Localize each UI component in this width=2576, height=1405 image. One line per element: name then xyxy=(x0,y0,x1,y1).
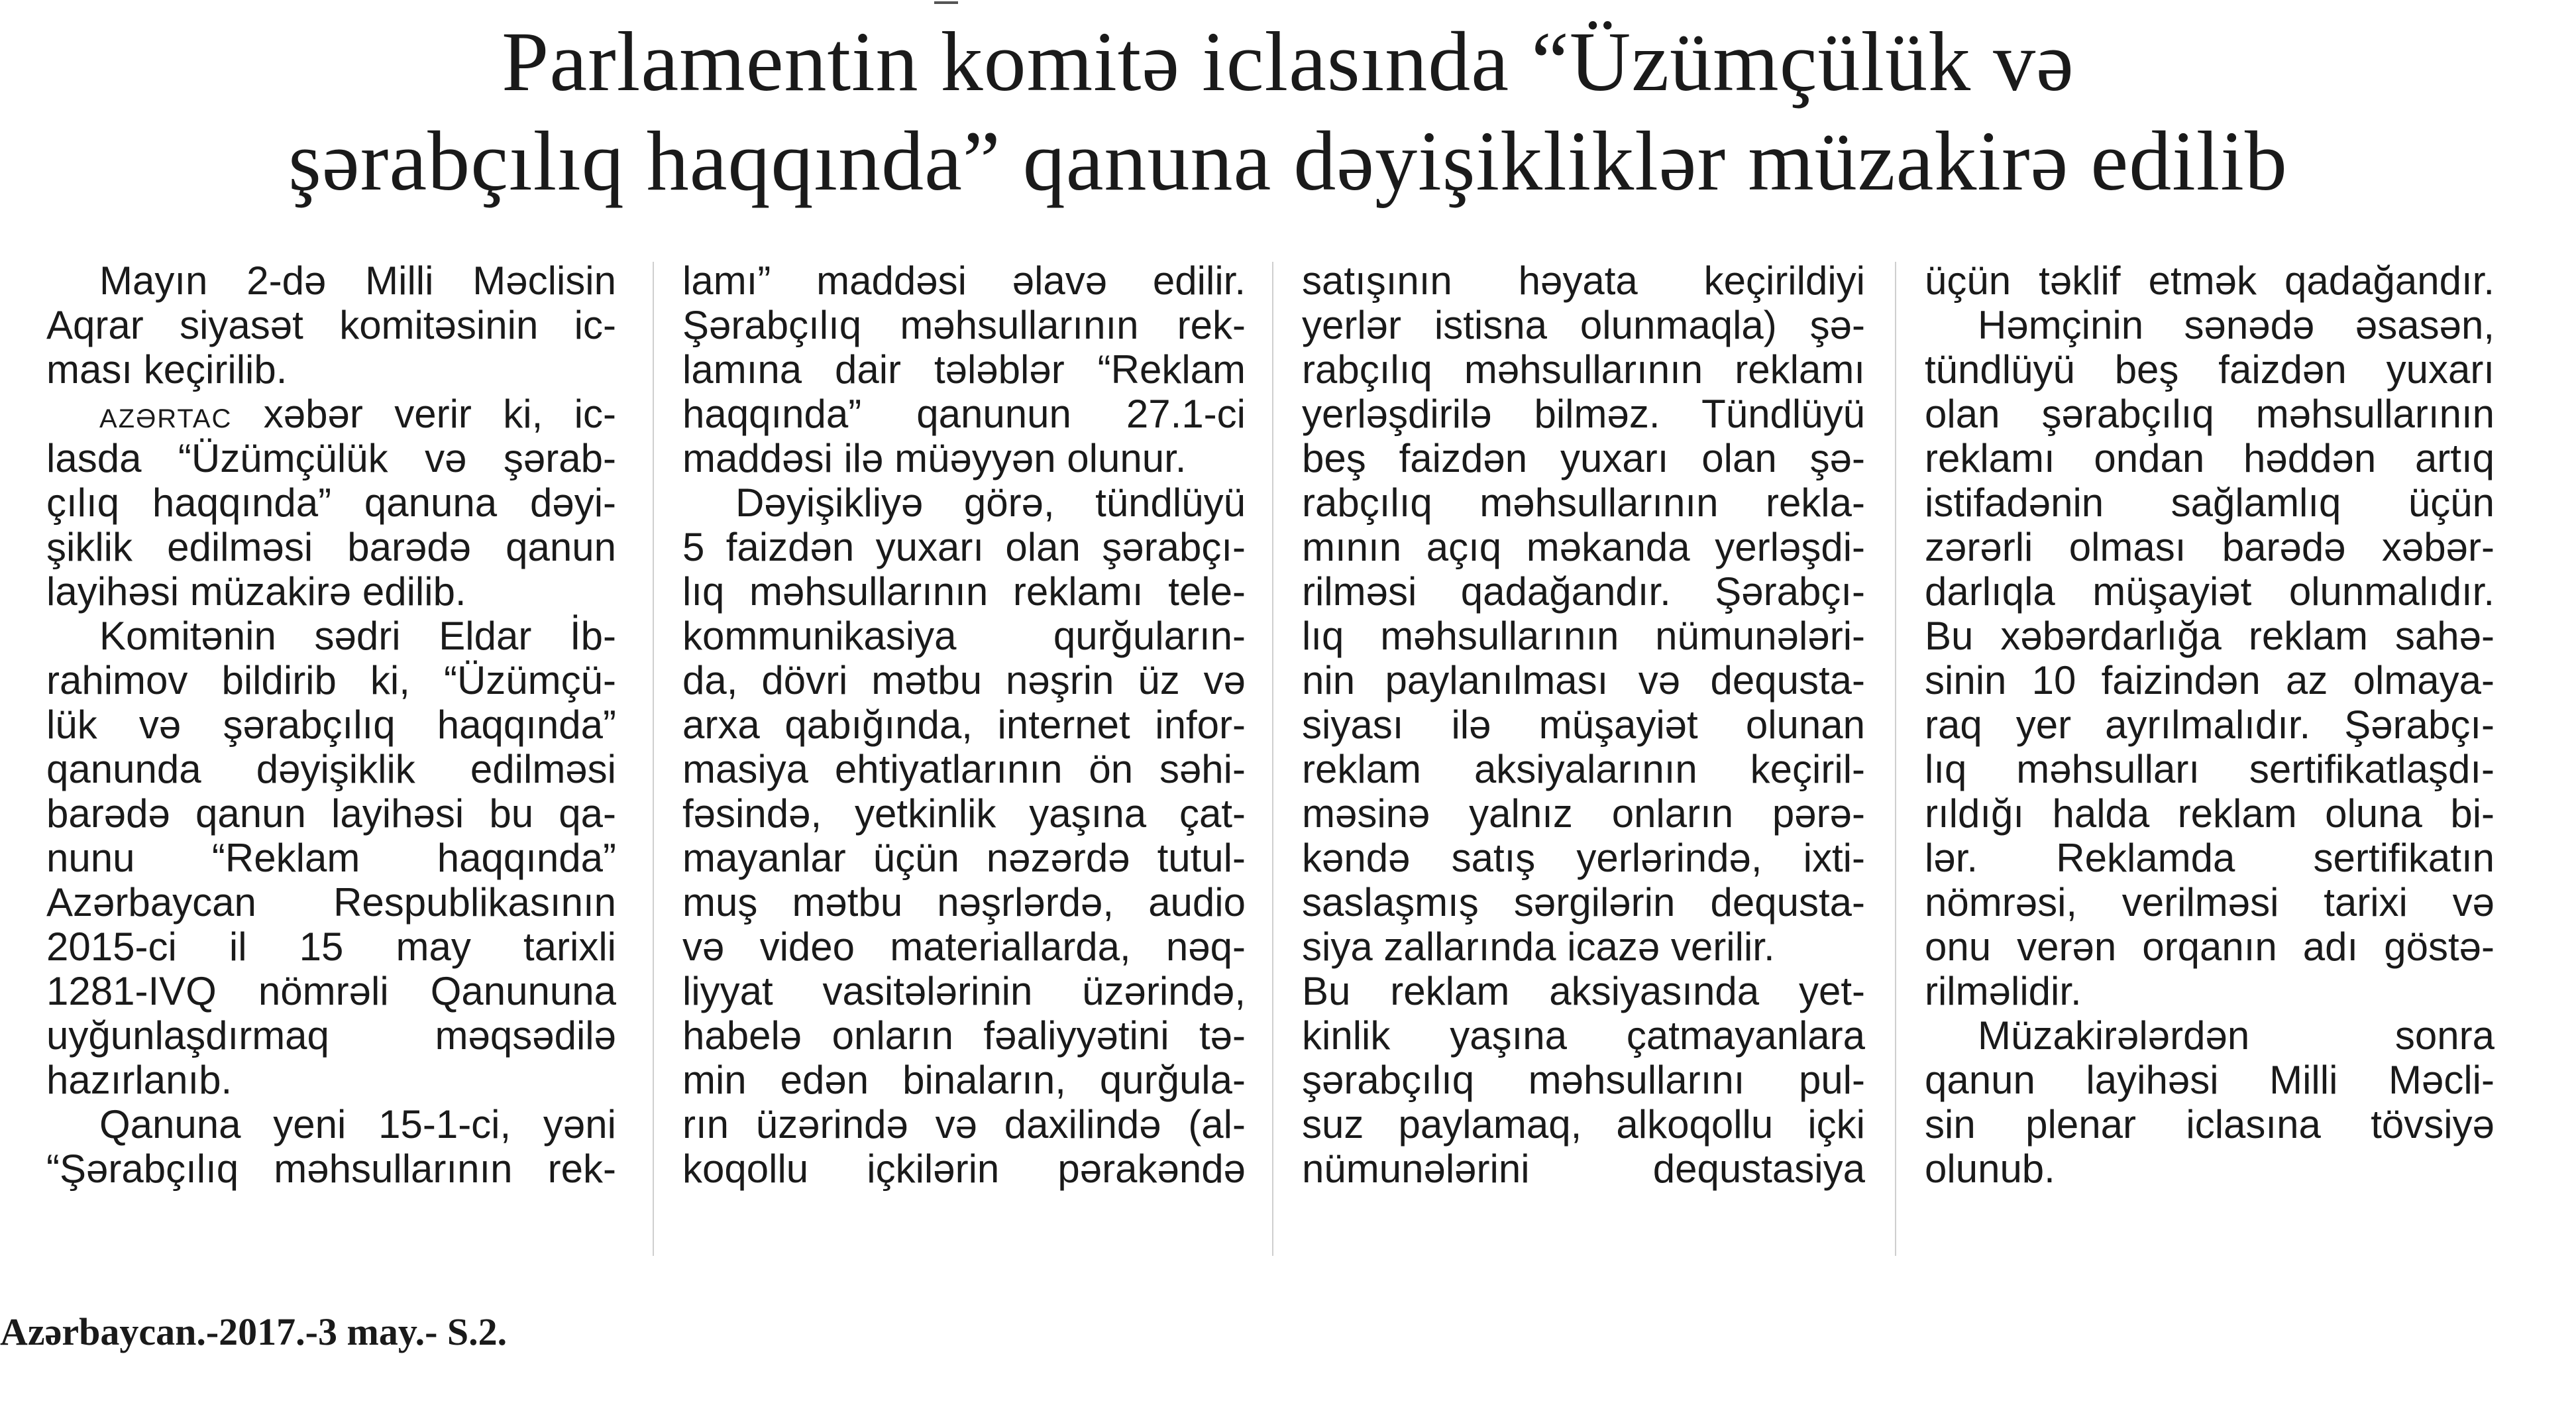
text-line: şiklik edilməsi barədə qanun xyxy=(46,525,616,569)
text-line: kəndə satış yerlərində, ixti- xyxy=(1302,836,1865,880)
text-line: Şərabçılıq məhsullarının rek- xyxy=(682,303,1246,347)
text-line: satışının həyata keçirildiyi xyxy=(1302,258,1865,303)
text-line: da, dövri mətbu nəşrin üz və xyxy=(682,658,1246,702)
text-line: AZƏRTAC xəbər verir ki, ic- xyxy=(99,392,616,436)
agency-name: AZƏRTAC xyxy=(99,404,233,433)
text-line: Müzakirələrdən sonra xyxy=(1978,1013,2495,1058)
headline xyxy=(40,12,2536,211)
text-line: reklamı ondan həddən artıq xyxy=(1925,436,2495,480)
source-citation: Azərbaycan.-2017.-3 may.- S.2. xyxy=(0,1310,508,1353)
text-line: mının açıq məkanda yerləşdi- xyxy=(1302,525,1865,569)
text-line: Qanuna yeni 15-1-ci, yəni xyxy=(99,1102,616,1147)
text-line: lıq məhsullarının reklamı tele- xyxy=(682,569,1246,614)
text-line: Aqrar siyasət komitəsinin ic- xyxy=(46,303,616,347)
text-line: qanunda dəyişiklik edilməsi xyxy=(46,747,616,791)
text-line: koqollu içkilərin pərakəndə xyxy=(682,1147,1246,1191)
text-line: onu verən orqanın adı göstə- xyxy=(1925,925,2495,969)
text-line: nin paylanılması və dequsta- xyxy=(1302,658,1865,702)
text-line: beş faizdən yuxarı olan şə- xyxy=(1302,436,1865,480)
text-line: Dəyişikliyə görə, tündlüyü xyxy=(735,480,1246,525)
text-line: nümunələrini dequstasiya xyxy=(1302,1147,1865,1191)
text-line: liyyat vasitələrinin üzərində, xyxy=(682,969,1246,1013)
text-line: lamına dair tələblər “Reklam xyxy=(682,347,1246,392)
column-separator xyxy=(1895,262,1896,1256)
text-line: barədə qanun layihəsi bu qa- xyxy=(46,791,616,836)
text-line: çılıq haqqında” qanuna dəyi- xyxy=(46,480,616,525)
text-line: lasda “Üzümçülük və şərab- xyxy=(46,436,616,480)
text-line: lıq məhsullarının nümunələri- xyxy=(1302,614,1865,658)
text-line: 5 faizdən yuxarı olan şərabçı- xyxy=(682,525,1246,569)
text-line: masiya ehtiyatlarının ön səhi- xyxy=(682,747,1246,791)
text-line: siya zallarında icazə verilir. xyxy=(1302,925,1775,969)
text-line: arxa qabığında, internet infor- xyxy=(682,702,1246,747)
text-line: sinin 10 faizindən az olmaya- xyxy=(1925,658,2495,702)
text-line: fəsində, yetkinlik yaşına çat- xyxy=(682,791,1246,836)
text-line: şərabçılıq məhsullarını pul- xyxy=(1302,1058,1865,1102)
text-line: lük və şərabçılıq haqqında” xyxy=(46,702,616,747)
text-line: siyası ilə müşayiət olunan xyxy=(1302,702,1865,747)
text-line: darlıqla müşayiət olunmalıdır. xyxy=(1925,569,2495,614)
text-line: qanun layihəsi Milli Məcli- xyxy=(1925,1058,2495,1102)
text-line: muş mətbu nəşrlərdə, audio xyxy=(682,880,1246,925)
article-column-4 xyxy=(1925,258,2495,1292)
text-line: lamı” maddəsi əlavə edilir. xyxy=(682,258,1246,303)
text-line: kommunikasiya qurğuların- xyxy=(682,614,1246,658)
text-line: raq yer ayrılmalıdır. Şərabçı- xyxy=(1925,702,2495,747)
column-separator xyxy=(653,262,654,1256)
article-column-2 xyxy=(682,258,1246,1292)
text-line: tündlüyü beş faizdən yuxarı xyxy=(1925,347,2495,392)
text-line: ması keçirilib. xyxy=(46,347,288,392)
text-line: olunub. xyxy=(1925,1147,2055,1191)
text-line: rahimov bildirib ki, “Üzümçü- xyxy=(46,658,616,702)
article-column-3 xyxy=(1302,258,1865,1292)
text-line: rın üzərində və daxilində (al- xyxy=(682,1102,1246,1147)
text-line: min edən binaların, qurğula- xyxy=(682,1058,1246,1102)
text-line: nunu “Reklam haqqında” xyxy=(46,836,616,880)
text-line: reklam aksiyalarının keçiril- xyxy=(1302,747,1865,791)
text-line: uyğunlaşdırmaq məqsədilə xyxy=(46,1013,616,1058)
article-column-1 xyxy=(46,258,616,1292)
text-line: rilməsi qadağandır. Şərabçı- xyxy=(1302,569,1865,614)
text-line: və video materiallarda, nəq- xyxy=(682,925,1246,969)
text-line: olan şərabçılıq məhsullarının xyxy=(1925,392,2495,436)
text-line: məsinə yalnız onların pərə- xyxy=(1302,791,1865,836)
text-line: lıq məhsulları sertifikatlaşdı- xyxy=(1925,747,2495,791)
headline-line-1: Parlamentin komitə iclasında “Üzümçülük və xyxy=(502,15,2074,109)
text-line: maddəsi ilə müəyyən olunur. xyxy=(682,436,1187,480)
text-line: mayanlar üçün nəzərdə tutul- xyxy=(682,836,1246,880)
text-line: nömrəsi, verilməsi tarixi və xyxy=(1925,880,2495,925)
text-line: rabçılıq məhsullarının reklamı xyxy=(1302,347,1865,392)
text-line: üçün təklif etmək qadağandır. xyxy=(1925,258,2495,303)
text-line: kinlik yaşına çatmayanlara xyxy=(1302,1013,1865,1058)
headline-line-2: şərabçılıq haqqında” qanuna dəyişikliklər müzakirə edilib xyxy=(288,114,2288,208)
text-line: Mayın 2-də Milli Məclisin xyxy=(99,258,616,303)
text-line: saslaşmış sərgilərin dequsta- xyxy=(1302,880,1865,925)
text-line: yerləşdirilə bilməz. Tündlüyü xyxy=(1302,392,1865,436)
text-line: istifadənin sağlamlıq üçün xyxy=(1925,480,2495,525)
text-line: yerlər istisna olunmaqla) şə- xyxy=(1302,303,1865,347)
text-line: rıldığı halda reklam oluna bi- xyxy=(1925,791,2495,836)
top-mark xyxy=(934,1,958,4)
text-line: layihəsi müzakirə edilib. xyxy=(46,569,466,614)
text-line: Həmçinin sənədə əsasən, xyxy=(1978,303,2495,347)
column-separator xyxy=(1272,262,1273,1256)
text-line: rabçılıq məhsullarının rekla- xyxy=(1302,480,1865,525)
text-line: 2015-ci il 15 may tarixli xyxy=(46,925,616,969)
text-line: Azərbaycan Respublikasının xyxy=(46,880,616,925)
text-line: 1281-IVQ nömrəli Qanununa xyxy=(46,969,616,1013)
text-line: rilməlidir. xyxy=(1925,969,2082,1013)
text-line: lər. Reklamda sertifikatın xyxy=(1925,836,2495,880)
text-line: Komitənin sədri Eldar İb- xyxy=(99,614,616,658)
text-line: zərərli olması barədə xəbər- xyxy=(1925,525,2495,569)
text-line: sin plenar iclasına tövsiyə xyxy=(1925,1102,2495,1147)
text-line: suz paylamaq, alkoqollu içki xyxy=(1302,1102,1865,1147)
text-line: Bu reklam aksiyasında yet- xyxy=(1302,969,1865,1013)
text-line: hazırlanıb. xyxy=(46,1058,233,1102)
text-line: habelə onların fəaliyyətini tə- xyxy=(682,1013,1246,1058)
text-line: Bu xəbərdarlığa reklam sahə- xyxy=(1925,614,2495,658)
text-line: haqqında” qanunun 27.1-ci xyxy=(682,392,1246,436)
text-line: “Şərabçılıq məhsullarının rek- xyxy=(46,1147,616,1191)
